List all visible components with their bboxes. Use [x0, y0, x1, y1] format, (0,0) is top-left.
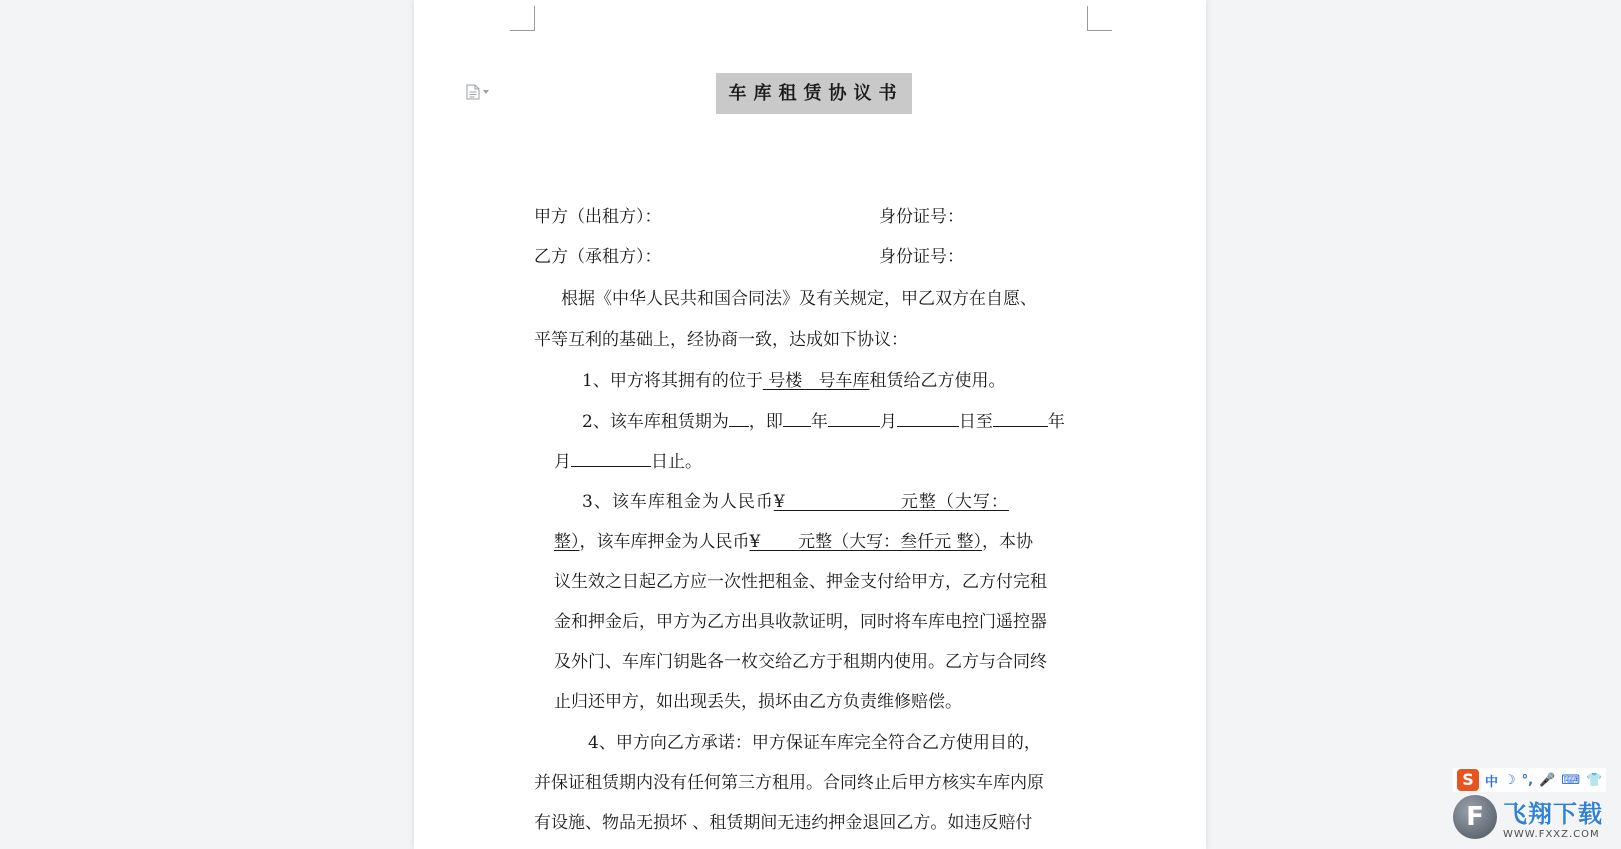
clause-4-line-1: 4、甲方向乙方承诺：甲方保证车库完全符合乙方使用目的，: [588, 733, 1041, 753]
ime-mode-toggle[interactable]: 中: [1485, 774, 1499, 790]
deposit-text: ，该车库押金为人民币: [579, 532, 750, 552]
document-title: 车库租赁协议书: [716, 73, 912, 114]
intro-line-1: 根据《中华人民共和国合同法》及有关规定，甲乙双方在自愿、: [561, 289, 1037, 309]
clause-1-location: 号楼 号车库: [762, 371, 870, 391]
clause-3-line-3: 议生效之日起乙方应一次性把租金、押金支付给甲方，乙方付完租: [554, 572, 1047, 592]
ime-skin-icon[interactable]: 👕: [1586, 772, 1603, 788]
margin-corner-top-left: [510, 6, 535, 31]
rent-amount-end: 整）: [554, 532, 580, 552]
document-page[interactable]: [414, 0, 1206, 849]
clause-2-year: 年: [810, 412, 828, 432]
clause-2-line-1: [582, 409, 1065, 434]
document-icon: [466, 84, 480, 100]
clause-2-year-2: 年: [1047, 412, 1065, 432]
deposit-amount: ¥ 元整（大写：叁仟元 整）: [749, 532, 983, 552]
rent-amount: ¥ 元整（大写：: [773, 492, 1009, 512]
watermark-text: [1503, 794, 1603, 840]
margin-corner-top-right: [1087, 6, 1112, 31]
watermark-name: 飞翔下载: [1503, 800, 1603, 828]
clause-2-day-to: 日至: [958, 412, 993, 432]
ime-punctuation-icon[interactable]: °,: [1521, 772, 1534, 788]
party-b-id-label: 身份证号：: [879, 247, 964, 267]
document-menu-button[interactable]: [466, 84, 489, 100]
party-b-label: 乙方（承租方）：: [534, 247, 662, 267]
ime-logo-icon[interactable]: S: [1457, 769, 1479, 791]
ime-keyboard-icon[interactable]: ⌨: [1561, 772, 1581, 788]
end-day-blank: [571, 449, 651, 467]
start-year-blank: [783, 409, 811, 427]
clause-3-continue: ，本协: [982, 532, 1034, 552]
ime-toolbar[interactable]: [1453, 768, 1606, 792]
start-day-blank: [897, 409, 959, 427]
party-a-label: 甲方（出租方）：: [534, 207, 662, 227]
intro-line-2: 平等互利的基础上，经协商一致，达成如下协议：: [534, 330, 908, 350]
watermark-url: WWW.FXXZ.COM: [1503, 829, 1600, 840]
clause-1: [582, 369, 1005, 393]
clause-3-line-6: 止归还甲方，如出现丢失，损坏由乙方负责维修赔偿。: [554, 692, 962, 712]
clause-4-line-3: 有设施、物品无损坏 、租赁期间无违约押金退回乙方。如违反赔付: [534, 813, 1033, 833]
clause-2-day-end: 日止。: [651, 452, 702, 472]
end-year-blank: [993, 409, 1048, 427]
clause-2-line-2: [554, 449, 702, 474]
clause-3-line-2: [554, 530, 1033, 554]
clause-1-prefix: 1、甲方将其拥有的位于: [582, 371, 763, 391]
clause-3-text: 3、该车库租金为人民币: [582, 492, 774, 512]
ime-moon-icon[interactable]: ☽: [1504, 772, 1516, 788]
clause-1-suffix: 租赁给乙方使用。: [869, 371, 1006, 391]
clause-2-ji: ，即: [748, 412, 783, 432]
clause-3-line-4: 金和押金后，甲方为乙方出具收款证明，同时将车库电控门遥控器: [554, 612, 1047, 632]
caret-down-icon: [483, 90, 489, 94]
watermark-logo-icon: F: [1453, 795, 1497, 839]
clause-3-line-5: 及外门、车库门钥匙各一枚交给乙方于租期内使用。乙方与合同终: [554, 652, 1047, 672]
clause-3-line-1: [582, 490, 1009, 514]
clause-2-prefix: 2、该车库租赁期为: [582, 412, 729, 432]
site-watermark: [1453, 792, 1613, 842]
party-a-id-label: 身份证号：: [879, 207, 964, 227]
ime-microphone-icon[interactable]: 🎤: [1539, 772, 1556, 788]
clause-2-month: 月: [879, 412, 897, 432]
clause-2-month-2: 月: [554, 452, 571, 472]
start-month-blank: [828, 409, 880, 427]
term-blank: [729, 409, 749, 427]
clause-4-line-2: 并保证租赁期内没有任何第三方租用。合同终止后甲方核实车库内原: [534, 773, 1044, 793]
